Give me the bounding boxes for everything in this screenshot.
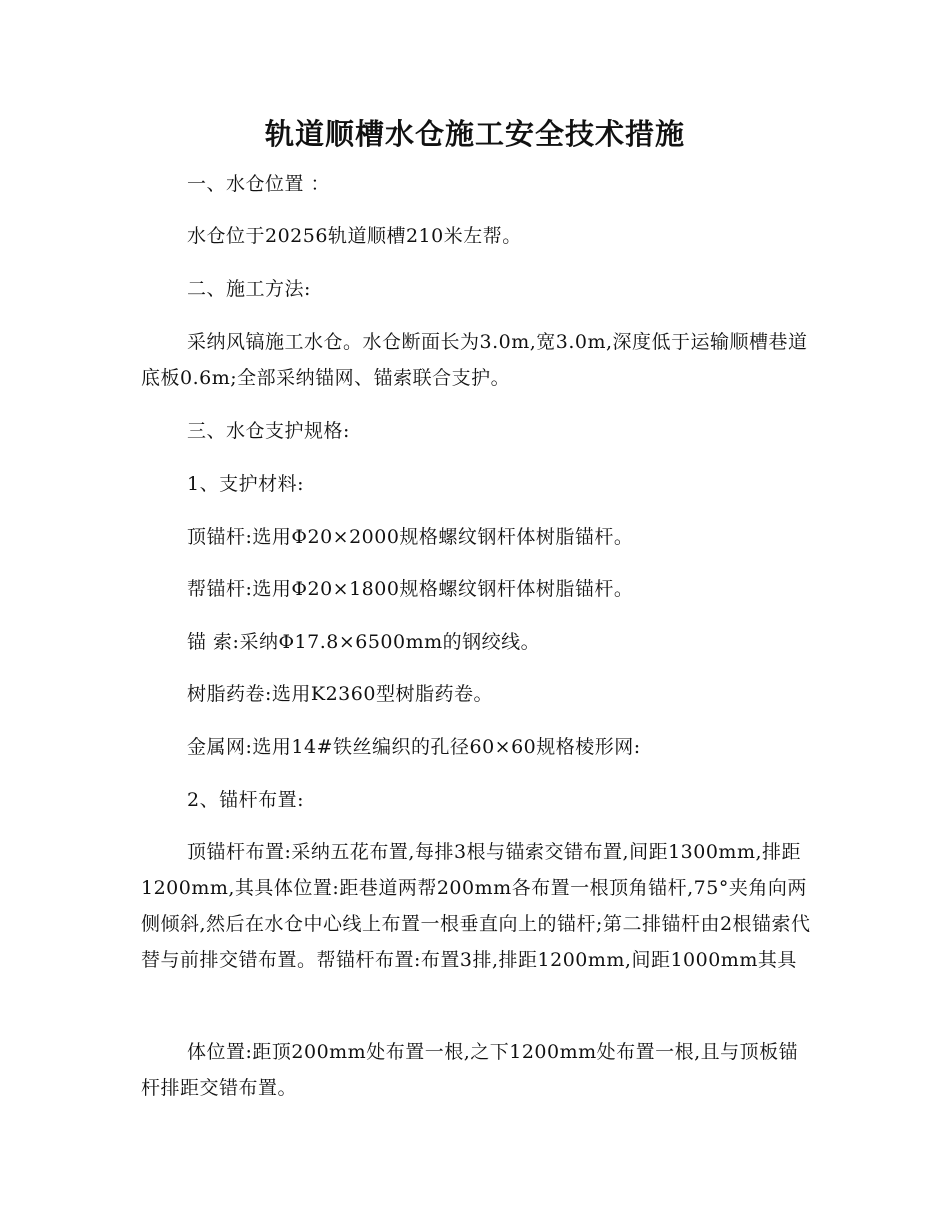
- paragraph-location: 水仓位于20256轨道顺槽210米左帮。: [187, 225, 522, 247]
- paragraph-bolt-position: 体位置:距顶200mm处布置一根,之下1200mm处布置一根,且与顶板锚杆排距交错布置。: [141, 1041, 799, 1099]
- section-heading-method: 二、施工方法:: [187, 278, 311, 300]
- paragraph-resin: 树脂药卷:选用K2360型树脂药卷。: [187, 683, 493, 705]
- section-heading-support-spec: 三、水仓支护规格:: [187, 420, 350, 442]
- document-title: 轨道顺槽水仓施工安全技术措施: [264, 117, 685, 151]
- paragraph-mesh: 金属网:选用14#铁丝编织的孔径60×60规格棱形网:: [187, 736, 641, 758]
- paragraph-bolt-layout: 顶锚杆布置:采纳五花布置,每排3根与锚索交错布置,间距1300mm,排距1200mm,其具体位置:距巷道两帮200mm各布置一根顶角锚杆,75°夹角向两侧倾斜,然后在水仓中心线上布置一根垂直向上的锚杆;第二排锚杆由2根锚索代替与前排交错布置。帮锚杆布置:布置3排,排距1200mm,间距1000mm其具: [141, 841, 811, 971]
- paragraph-roof-bolt: 顶锚杆:选用Φ20×2000规格螺纹钢杆体树脂锚杆。: [187, 526, 634, 548]
- paragraph-side-bolt: 帮锚杆:选用Φ20×1800规格螺纹钢杆体树脂锚杆。: [187, 578, 634, 600]
- subheading-bolt-layout: 2、锚杆布置:: [187, 789, 304, 811]
- paragraph-method: 采纳风镐施工水仓。水仓断面长为3.0m,宽3.0m,深度低于运输顺槽巷道底板0.6m;全部采纳锚网、锚索联合支护。: [141, 331, 808, 389]
- subheading-materials: 1、支护材料:: [187, 473, 304, 495]
- paragraph-anchor-cable: 锚 索:采纳Φ17.8×6500mm的钢绞线。: [187, 631, 541, 653]
- section-heading-location: 一、水仓位置 ：: [187, 173, 331, 195]
